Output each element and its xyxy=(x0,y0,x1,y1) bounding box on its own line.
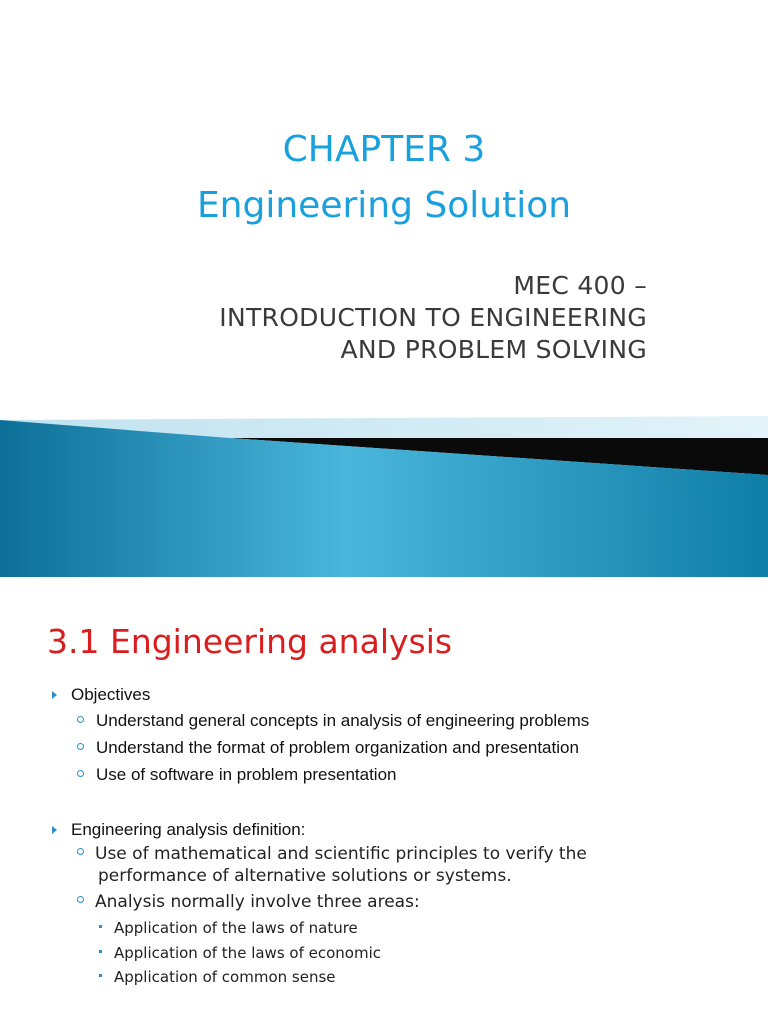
section-heading: 3.1 Engineering analysis xyxy=(47,622,453,661)
list-item xyxy=(77,738,579,758)
sub-list-item-text: Application of common sense xyxy=(114,968,336,986)
list-item-text: Use of software in problem presentation xyxy=(96,765,397,784)
triangle-bullet-icon xyxy=(52,826,57,834)
sub-list-item-text: Application of the laws of nature xyxy=(114,919,358,937)
bullet-label: Engineering analysis definition: xyxy=(71,820,306,839)
sub-list-item-text: Application of the laws of economic xyxy=(114,944,381,962)
circle-bullet-icon xyxy=(77,743,84,750)
bullet-label: Objectives xyxy=(71,685,151,704)
square-bullet-icon xyxy=(99,950,102,953)
bullet-objectives xyxy=(52,685,150,705)
slide-divider xyxy=(0,577,768,585)
list-item-text: Analysis normally involve three areas: xyxy=(95,892,420,912)
triangle-bullet-icon xyxy=(52,691,57,699)
square-bullet-icon xyxy=(99,974,102,977)
sub-list-item xyxy=(99,944,381,962)
circle-bullet-icon xyxy=(77,848,84,855)
list-item-text: Understand general concepts in analysis of engineering problems xyxy=(96,711,590,730)
course-name-line1: INTRODUCTION TO ENGINEERING xyxy=(219,303,647,332)
chapter-title: CHAPTER 3 xyxy=(282,129,486,170)
circle-bullet-icon xyxy=(77,896,84,903)
list-item xyxy=(77,843,587,887)
list-item-text-continued: performance of alternative solutions or systems. xyxy=(98,866,512,886)
list-item xyxy=(77,891,420,913)
list-item-text: Understand the format of problem organization and presentation xyxy=(96,738,579,757)
circle-bullet-icon xyxy=(77,770,84,777)
course-code: MEC 400 – xyxy=(513,271,647,300)
content-slide xyxy=(0,585,768,1024)
list-item xyxy=(77,711,589,731)
course-subtitle xyxy=(219,270,647,366)
list-item-text: Use of mathematical and scientific principles to verify the xyxy=(95,844,587,864)
sub-list-item xyxy=(99,968,336,986)
square-bullet-icon xyxy=(99,925,102,928)
list-item xyxy=(77,765,397,785)
circle-bullet-icon xyxy=(77,716,84,723)
decorative-banner xyxy=(0,400,768,577)
course-name-line2: AND PROBLEM SOLVING xyxy=(340,335,647,364)
sub-list-item xyxy=(99,919,358,937)
bullet-definition xyxy=(52,820,305,840)
chapter-subtitle: Engineering Solution xyxy=(196,185,572,226)
